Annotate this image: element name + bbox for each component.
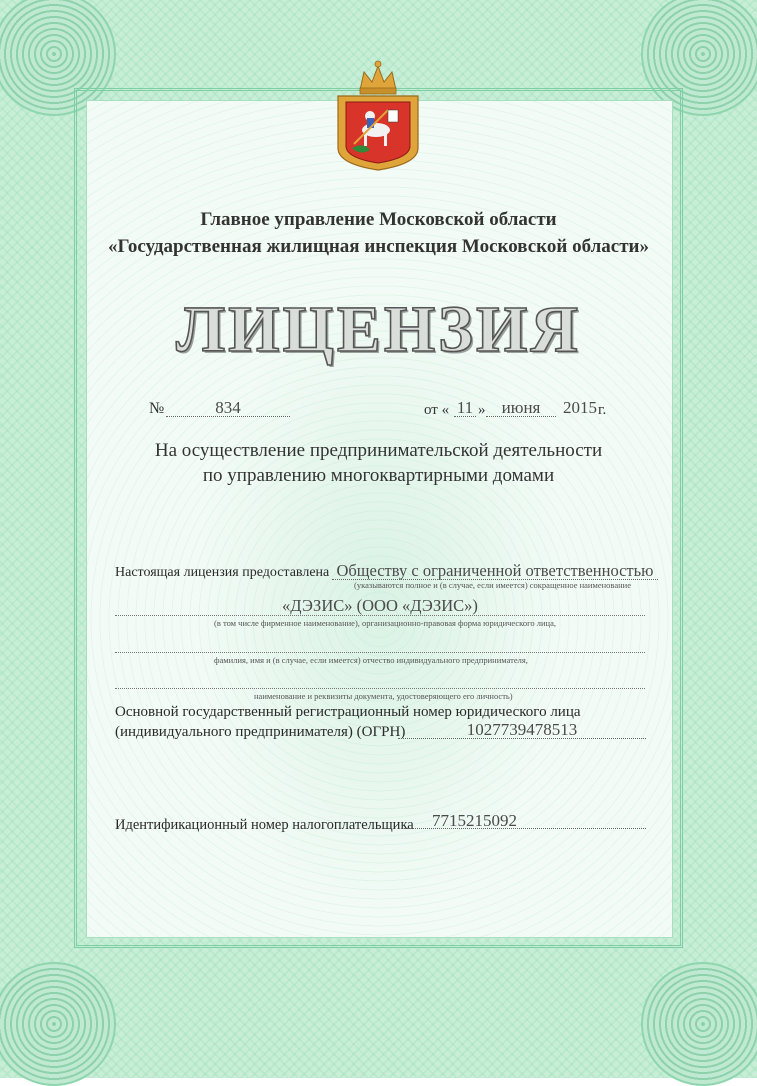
moscow-oblast-coat-of-arms-icon bbox=[330, 52, 426, 172]
corner-rosette-bottom-left bbox=[0, 962, 116, 1086]
license-year: 2015 bbox=[563, 398, 597, 417]
holder-line4-rule bbox=[115, 688, 645, 689]
year-suffix: г. bbox=[598, 402, 607, 418]
date-from-label: от « bbox=[424, 402, 450, 418]
activity-line1: На осуществление предпринимательской деятельности bbox=[154, 440, 603, 461]
inn-label: Идентификационный номер налогоплательщика bbox=[115, 817, 414, 833]
corner-rosette-bottom-right bbox=[641, 962, 757, 1086]
holder-name-line2: «ДЭЗИС» (ООО «ДЭЗИС») bbox=[282, 596, 478, 615]
hint-individual-name: фамилия, имя и (в случае, если имеется) отчество индивидуального предпринимателя, bbox=[214, 655, 528, 665]
hint-legal-form: (в том числе фирменное наименование), организационно-правовая форма юридического лица, bbox=[214, 618, 557, 628]
ogrn-label-line1: Основной государственный регистрационный номер юридического лица bbox=[115, 704, 581, 720]
ogrn-label-line2: (индивидуального предпринимателя) (ОГРН) bbox=[115, 724, 406, 740]
hint-full-name: (указываются полное и (в случае, если имеется) сокращенное наименование bbox=[354, 580, 631, 590]
day-close-quote: » bbox=[478, 402, 486, 418]
document-title: ЛИЦЕНЗИЯ bbox=[175, 293, 582, 366]
license-month: июня bbox=[486, 398, 556, 417]
issuing-authority-line2: «Государственная жилищная инспекция Московской области» bbox=[108, 236, 649, 257]
holder-line3-rule bbox=[115, 652, 645, 653]
issuing-authority-line1: Главное управление Московской области bbox=[200, 209, 557, 230]
inn-value: 7715215092 bbox=[404, 811, 646, 829]
holder-name-line1: Обществу с ограниченной ответственностью bbox=[332, 561, 658, 580]
activity-line2: по управлению многоквартирными домами bbox=[202, 465, 555, 486]
ogrn-value: 1027739478513 bbox=[398, 720, 646, 739]
number-label: № bbox=[149, 400, 165, 417]
license-day: 11 bbox=[454, 398, 476, 417]
license-number: 834 bbox=[166, 398, 290, 417]
hint-identity-document: наименование и реквизиты документа, удостоверяющего его личность) bbox=[254, 691, 513, 701]
granted-to-label: Настоящая лицензия предоставлена bbox=[115, 565, 330, 580]
